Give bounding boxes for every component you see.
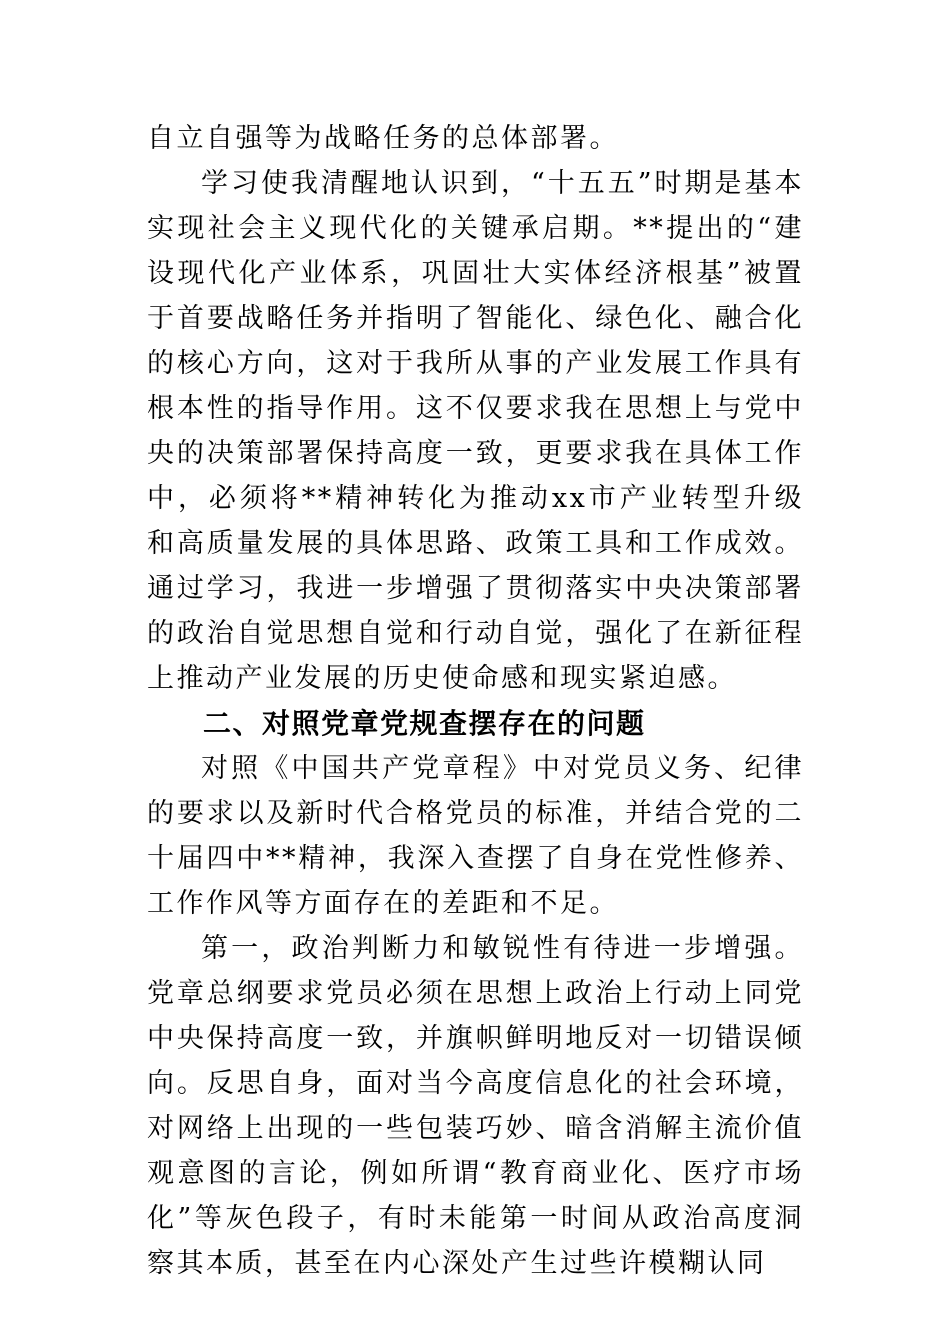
paragraph-continuation: 自立自强等为战略任务的总体部署。 — [147, 123, 619, 154]
section-heading-2: 二、对照党章党规查摆存在的问题 — [203, 707, 646, 740]
paragraph-problem-first: 第一，政治判断力和敏锐性有待进一步增强。党章总纲要求党员必须在思想上政治上行动上同党中央保持高度一致，并旗帜鲜明地反对一切错误倾向。反思自身，面对当今高度信息化的社会环境，对网络上出现的一些包装巧妙、暗含消解主流价值观意图的言论，例如所谓“教育商业化、医疗市场化”等灰色段子，有时未能第一时间从政治高度洞察其本质，甚至在内心深处产生过些许模糊认同 — [147, 933, 804, 1279]
paragraph-charter-comparison: 对照《中国共产党章程》中对党员义务、纪律的要求以及新时代合格党员的标准，并结合党的二十届四中**精神，我深入查摆了自身在党性修养、工作作风等方面存在的差距和不足。 — [147, 753, 804, 919]
paragraph-study-reflection: 学习使我清醒地认识到，“十五五”时期是基本实现社会主义现代化的关键承启期。**提出的“建设现代化产业体系，巩固壮大实体经济根基”被置于首要战略任务并指明了智能化、绿色化、融合化的核心方向，这对于我所从事的产业发展工作具有根本性的指导作用。这不仅要求我在思想上与党中央的决策部署保持高度一致，更要求我在具体工作中，必须将**精神转化为推动xx市产业转型升级和高质量发展的具体思路、政策工具和工作成效。通过学习，我进一步增强了贯彻落实中央决策部署的政治自觉思想自觉和行动自觉，强化了在新征程上推动产业发展的历史使命感和现实紧迫感。 — [147, 168, 804, 694]
